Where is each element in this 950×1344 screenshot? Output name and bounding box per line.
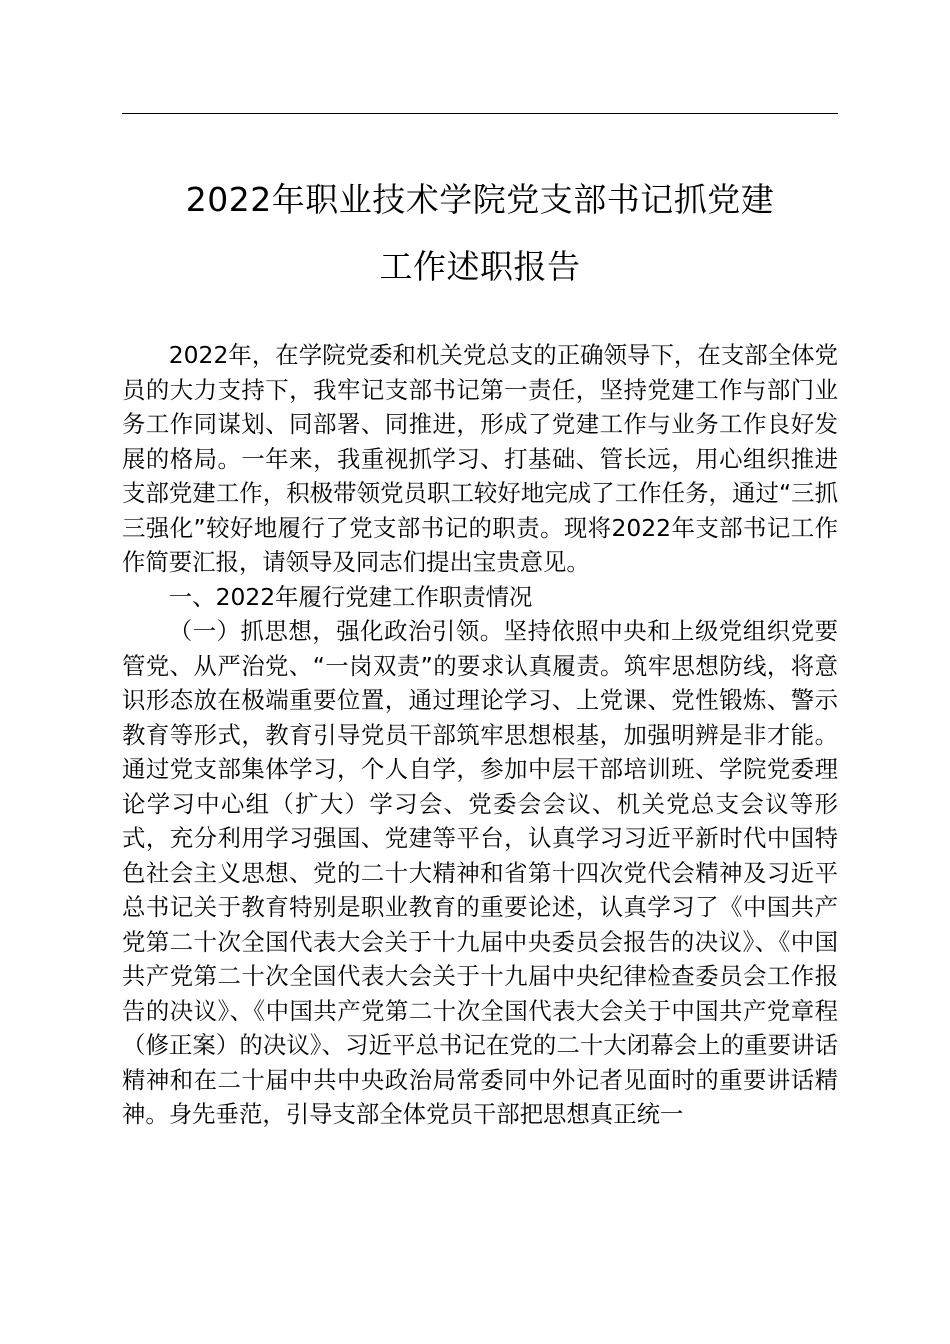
document-title-line-2: 工作述职报告: [379, 247, 581, 286]
header-rule: [122, 113, 838, 114]
document-title-line-1: 2022年职业技术学院党支部书记抓党建: [185, 180, 775, 219]
intro-paragraph: 2022年，在学院党委和机关党总支的正确领导下，在支部全体党员的大力支持下，我牢记支部书记第一责任，坚持党建工作与部门业务工作同谋划、同部署、同推进，形成了党建工作与业务工作良好发展的格局。一年来，我重视抓学习、打基础、管长远，用心组织推进支部党建工作，积极带领党员职工较好地完成了工作任务，通过“三抓三强化”较好地履行了党支部书记的职责。现将2022年支部书记工作作简要汇报，请领导及同志们提出宝贵意见。: [122, 341, 838, 576]
section-heading: 一、2022年履行党建工作职责情况: [168, 582, 533, 611]
subsection-paragraph: （一）抓思想，强化政治引领。坚持依照中央和上级党组织党要管党、从严治党、“一岗双责”的要求认真履责。筑牢思想防线，将意识形态放在极端重要位置，通过理论学习、上党课、党性锻炼、警示教育等形式，教育引导党员干部筑牢思想根基，加强明辨是非才能。通过党支部集体学习，个人自学，参加中层干部培训班、学院党委理论学习中心组（扩大）学习会、党委会会议、机关党总支会议等形式，充分利用学习强国、党建等平台，认真学习习近平新时代中国特色社会主义思想、党的二十大精神和省第十四次党代会精神及习近平总书记关于教育特别是职业教育的重要论述，认真学习了《中国共产党第二十次全国代表大会关于十九届中央委员会报告的决议》、《中国共产党第二十次全国代表大会关于十九届中央纪律检查委员会工作报告的决议》、《中国共产党第二十次全国代表大会关于中国共产党章程（修正案）的决议》、习近平总书记在党的二十大闭幕会上的重要讲话精神和在二十届中共中央政治局常委同中外记者见面时的重要讲话精神。身先垂范，引导支部全体党员干部把思想真正统一: [122, 617, 838, 1128]
document-body: [122, 338, 838, 1132]
